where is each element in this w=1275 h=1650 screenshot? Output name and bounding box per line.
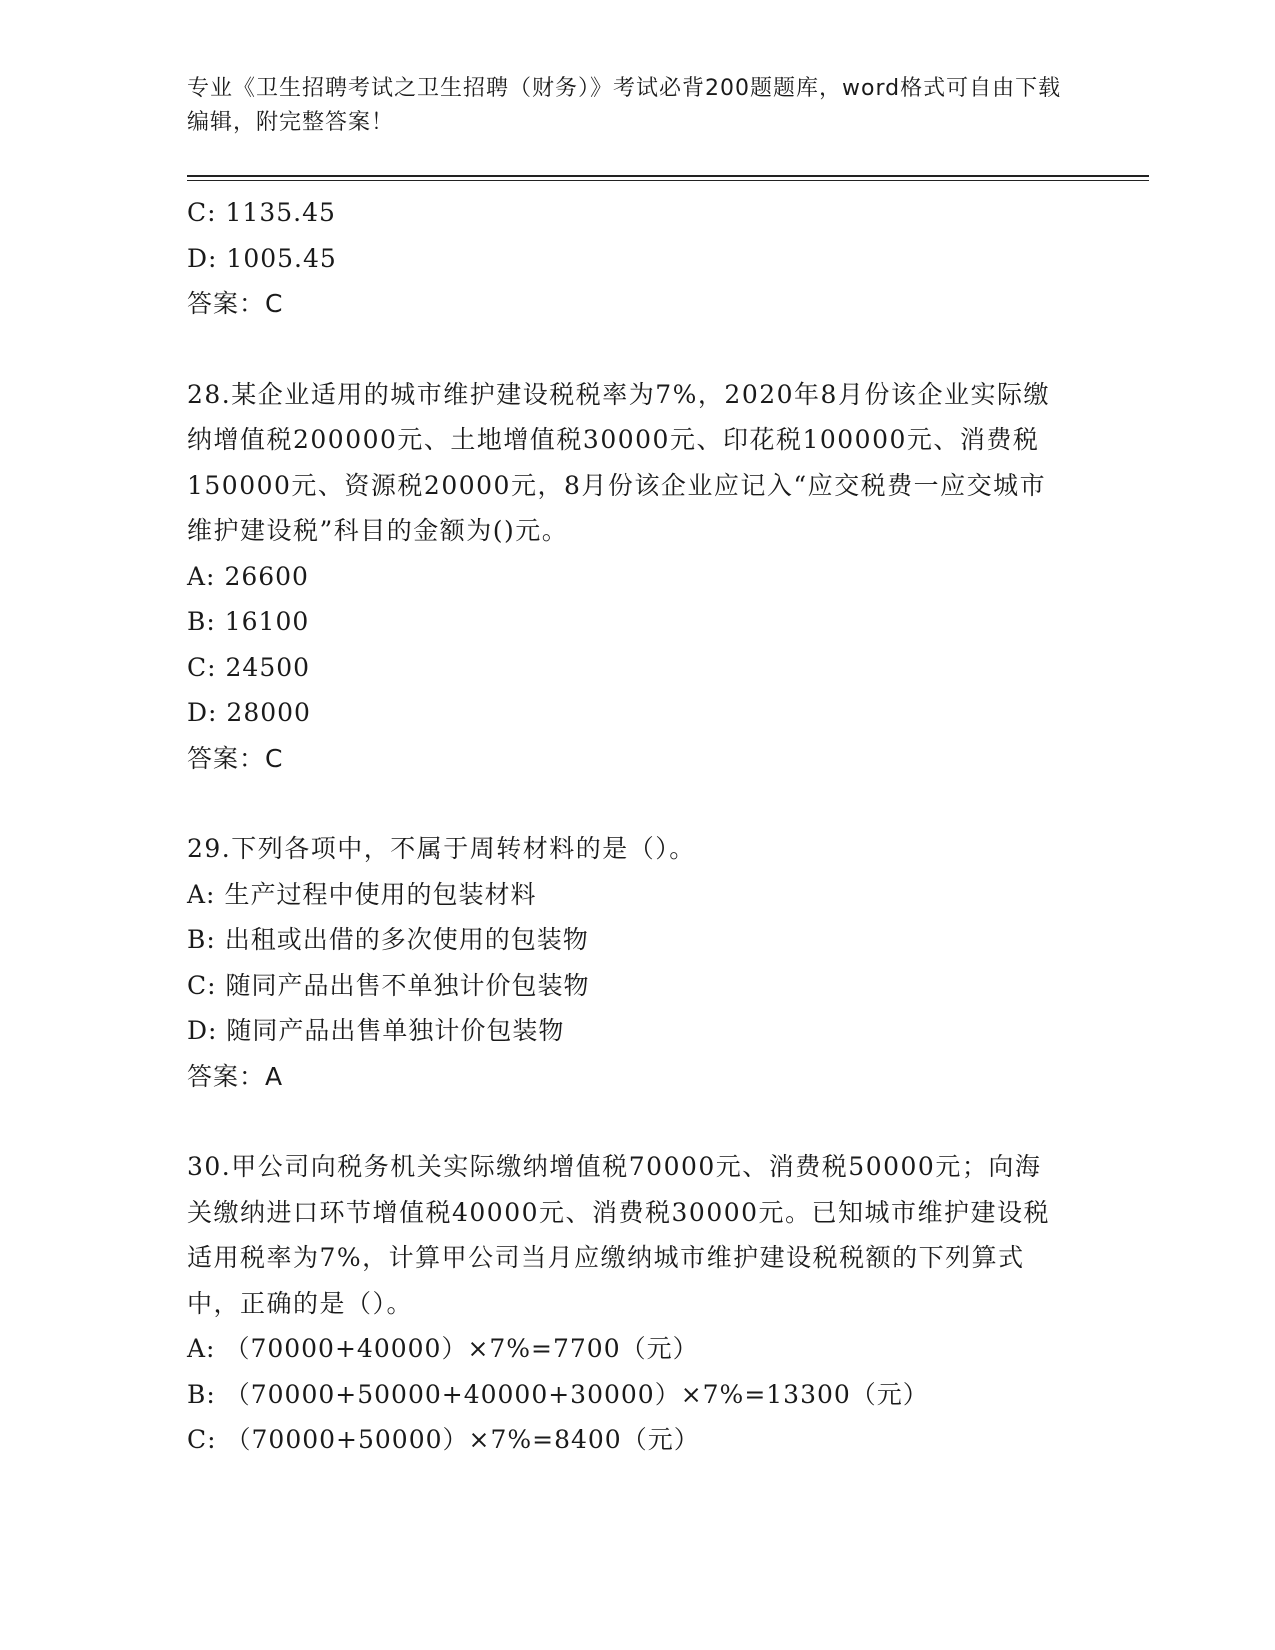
option-line	[187, 599, 1067, 645]
question-list	[187, 190, 1067, 1463]
option-label: C:	[187, 198, 217, 227]
spacer	[187, 1099, 1067, 1144]
option-label: C:	[187, 970, 217, 1000]
question-stem: 30.甲公司向税务机关实际缴纳增值税70000元、消费税50000元；向海关缴纳进口环节增值税40000元、消费税30000元。已知城市维护建设税适用税率为7%，计算甲公司当月应缴纳城市维护建设税税额的下列算式中，正确的是（）。	[187, 1152, 1051, 1318]
option-text: 出租或出借的多次使用的包装物	[224, 925, 589, 954]
option-line	[187, 690, 1067, 736]
option-text: （70000+40000）×7%=7700（元）	[224, 1334, 699, 1363]
option-line	[187, 645, 1067, 691]
option-text: 28000	[226, 698, 311, 727]
option-line	[187, 1326, 1067, 1372]
spacer	[187, 781, 1067, 826]
option-label: C:	[187, 1425, 217, 1454]
option-text: （70000+50000+40000+30000）×7%=13300（元）	[224, 1379, 929, 1409]
option-label: B:	[187, 1379, 216, 1409]
answer-line: 答案：C	[187, 289, 284, 318]
option-text: （70000+50000）×7%=8400（元）	[225, 1425, 700, 1454]
question-stem: 29.下列各项中，不属于周转材料的是（）。	[187, 834, 696, 863]
option-text: 1005.45	[226, 243, 337, 273]
option-label: D:	[187, 698, 218, 727]
option-line	[187, 236, 1067, 282]
question-stem: 28.某企业适用的城市维护建设税税率为7%，2020年8月份该企业实际缴纳增值税200000元、土地增值税30000元、印花税100000元、消费税150000元、资源税20000元，8月份该企业应记入“应交税费一应交城市维护建设税”科目的金额为()元。	[187, 379, 1050, 545]
option-label: B:	[187, 607, 216, 636]
option-label: A:	[187, 879, 216, 909]
option-label: A:	[187, 561, 216, 591]
option-text: 随同产品出售单独计价包装物	[226, 1016, 565, 1045]
option-line	[187, 872, 1067, 918]
option-text: 16100	[224, 607, 310, 636]
option-line	[187, 1372, 1067, 1418]
option-line	[187, 917, 1067, 963]
spacer	[187, 327, 1067, 372]
option-label: C:	[187, 652, 217, 682]
document-header	[187, 72, 1067, 140]
option-line	[187, 1008, 1067, 1054]
answer-line: 答案：C	[187, 743, 284, 773]
option-label: A:	[187, 1334, 216, 1363]
header-title: 专业《卫生招聘考试之卫生招聘（财务）》考试必背200题题库，word格式可自由下载编辑，附完整答案！	[187, 76, 1062, 135]
option-text: 生产过程中使用的包装材料	[224, 879, 537, 909]
option-text: 随同产品出售不单独计价包装物	[225, 970, 590, 1000]
option-line	[187, 554, 1067, 600]
answer-line: 答案：A	[187, 1061, 284, 1091]
option-line	[187, 963, 1067, 1009]
option-label: D:	[187, 1016, 218, 1045]
header-divider	[187, 175, 1149, 181]
option-line	[187, 190, 1067, 236]
option-label: B:	[187, 925, 216, 954]
option-text: 26600	[224, 561, 309, 591]
option-line	[187, 1417, 1067, 1463]
option-text: 1135.45	[225, 198, 336, 227]
option-label: D:	[187, 243, 218, 273]
option-text: 24500	[225, 652, 311, 682]
